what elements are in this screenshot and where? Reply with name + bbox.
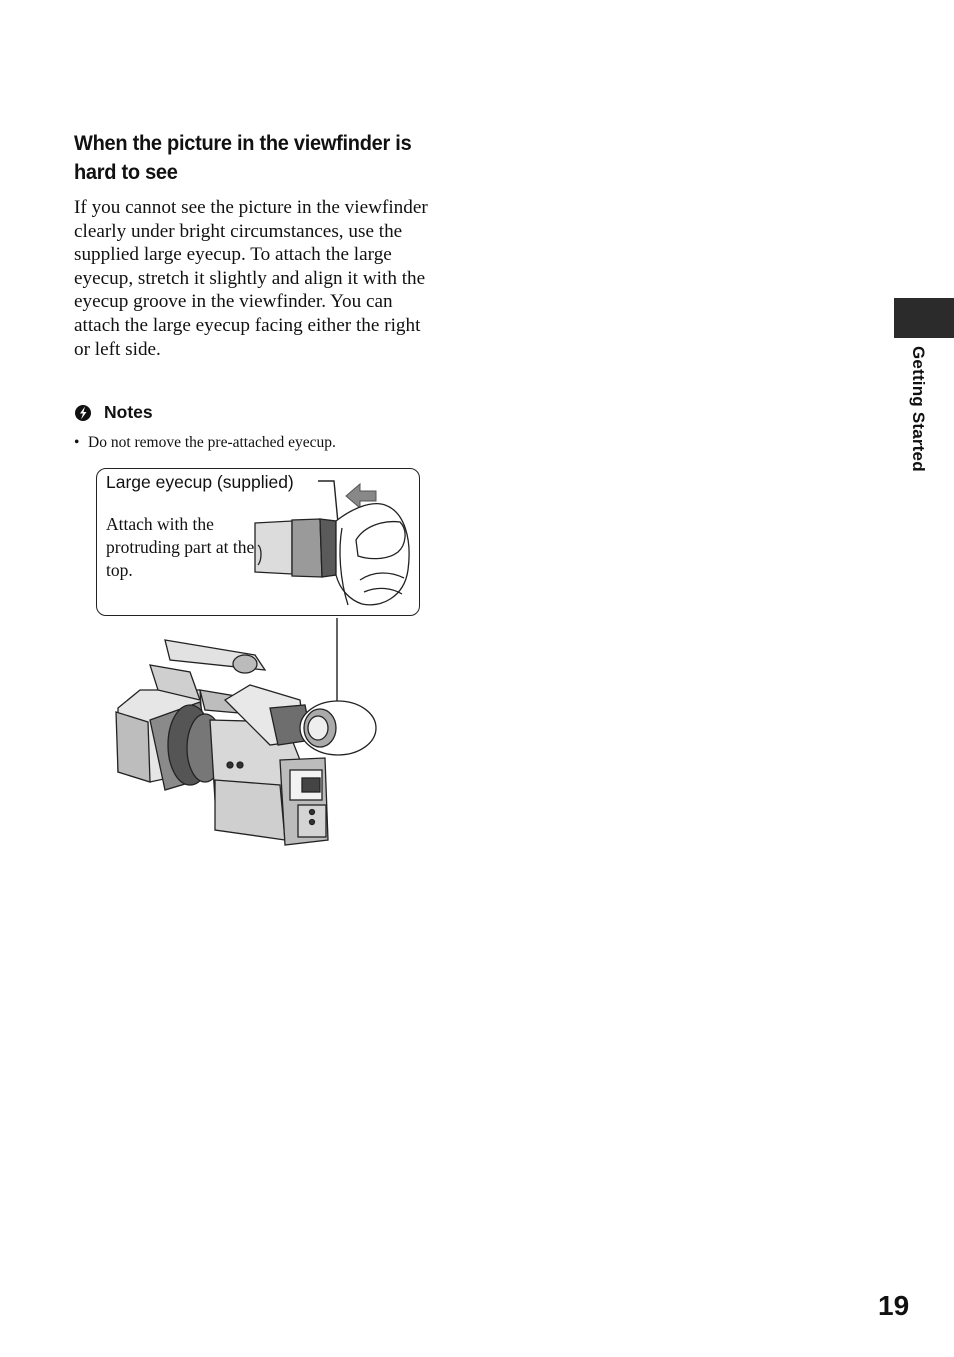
chapter-tab bbox=[894, 298, 954, 338]
note-text: Do not remove the pre-attached eyecup. bbox=[88, 434, 336, 451]
bullet-icon: • bbox=[74, 434, 80, 451]
section-body: If you cannot see the picture in the viewfinder clearly under bright circumstances, use the supplied large eyecup. To attach the large eyecup, stretch it slightly and align it with the eyecup groove in the viewfinder. You can attach the large eyecup facing either the right or left side. bbox=[74, 197, 428, 360]
section-heading: When the picture in the viewfinder is hard to see bbox=[74, 131, 412, 184]
chapter-label: Getting Started bbox=[909, 346, 928, 472]
callout-text: Attach with the protruding part at the top. bbox=[106, 514, 255, 580]
page-number: 19 bbox=[878, 1290, 910, 1321]
callout-label: Large eyecup (supplied) bbox=[106, 472, 294, 492]
notes-title: Notes bbox=[104, 402, 153, 422]
